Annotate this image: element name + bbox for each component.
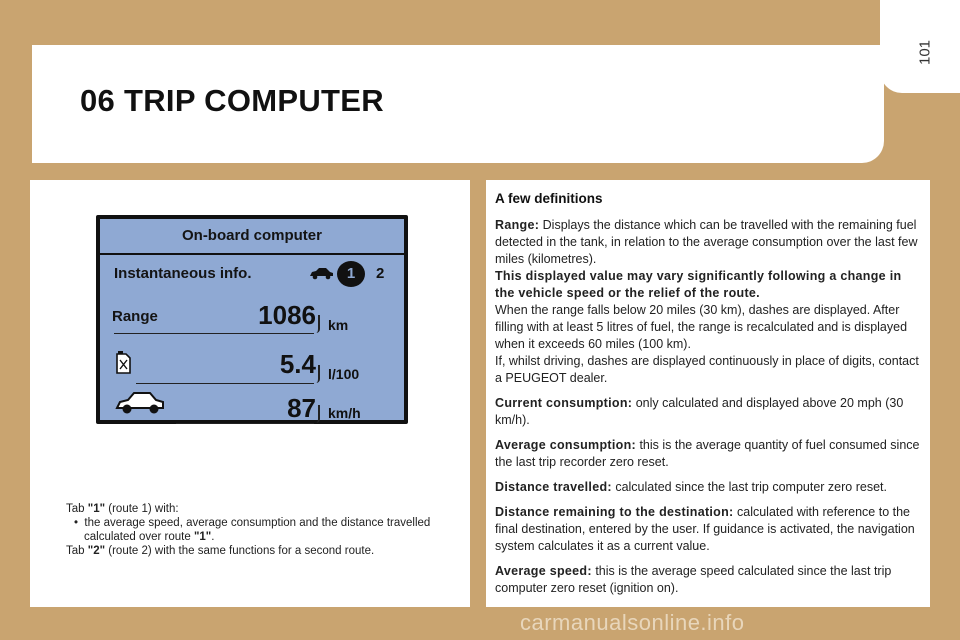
caption-text: (route 1) with: xyxy=(105,503,179,515)
caption-line-3 xyxy=(66,544,456,558)
speed-unit: km/h xyxy=(328,405,361,421)
definition-text: this is the average speed calculated since the last trip computer zero reset (ignition on). xyxy=(495,564,892,595)
range-unit: km xyxy=(328,317,349,333)
definitions xyxy=(495,190,923,605)
definition-text: only calculated and displayed above 20 mph (30 km/h). xyxy=(495,396,904,427)
definition-distance-remaining xyxy=(495,504,923,555)
definition-text: this is the average quantity of fuel consumed since the last trip recorder zero reset. xyxy=(495,438,920,469)
caption-text: . xyxy=(211,531,215,543)
header-panel xyxy=(32,45,884,163)
definition-text: calculated since the last trip computer zero reset. xyxy=(611,480,887,494)
caption-tab-1: "1" xyxy=(87,503,106,515)
term-average-consumption: Average consumption: xyxy=(495,438,636,452)
display-caption xyxy=(66,502,456,558)
definition-average-speed xyxy=(495,563,923,597)
definition-range-dealer: If, whilst driving, dashes are displayed continuously in place of digits, contact a PEUGEOT dealer. xyxy=(495,354,919,385)
term-current-consumption: Current consumption: xyxy=(495,396,633,410)
car-small-icon xyxy=(308,266,334,280)
display-subtitle: Instantaneous info. xyxy=(114,265,252,282)
definition-text: calculated with reference to the final destination, entered by the user. If guidance is activated, the navigation system calculates it as a current value. xyxy=(495,505,915,553)
caption-text: (route 2) with the same functions for a second route. xyxy=(105,545,375,557)
onboard-computer-display xyxy=(96,215,408,424)
speed-bracket xyxy=(313,405,320,423)
fuel-can-icon xyxy=(114,350,132,374)
page-title: 06 TRIP COMPUTER xyxy=(80,83,384,118)
term-average-speed: Average speed: xyxy=(495,564,592,578)
definitions-heading: A few definitions xyxy=(495,191,603,206)
range-warning-text: This displayed value may vary significantly following a change in the vehicle speed or the relief of the route. xyxy=(495,269,902,300)
route-2-tab[interactable]: 2 xyxy=(376,265,385,282)
consumption-bracket xyxy=(313,365,320,383)
speed-value: 87 xyxy=(287,393,316,423)
term-distance-travelled: Distance travelled: xyxy=(495,480,612,494)
range-value: 1086 xyxy=(258,300,316,330)
display-title: On-board computer xyxy=(100,219,404,253)
definition-text: Displays the distance which can be travelled with the remaining fuel detected in the tank, in relation to the average consumption over the last few miles (kilometres). xyxy=(495,218,918,266)
right-panel xyxy=(486,180,930,607)
definition-current-consumption xyxy=(495,395,923,429)
range-bracket xyxy=(313,315,320,333)
range-underline xyxy=(114,333,314,334)
route-1-tab[interactable]: 1 xyxy=(337,261,365,287)
definition-average-consumption xyxy=(495,437,923,471)
consumption-unit: l/100 xyxy=(328,366,360,382)
definition-range xyxy=(495,217,923,268)
car-icon xyxy=(114,390,166,416)
caption-tab-2: "2" xyxy=(87,545,106,557)
caption-text: the average speed, average consumption and the distance travelled calculated over route xyxy=(84,517,431,543)
caption-tab-1: "1" xyxy=(193,531,212,543)
caption-line-1 xyxy=(66,502,456,516)
consumption-underline xyxy=(136,383,314,384)
consumption-value: 5.4 xyxy=(279,349,316,379)
definition-range-dashes: When the range falls below 20 miles (30 km), dashes are displayed. After filling with at least 5 litres of fuel, the range is recalculated and is displayed when it exceeds 60 miles (100 km). xyxy=(495,303,908,351)
definition-range-warning xyxy=(495,268,923,302)
display-body xyxy=(100,255,404,423)
caption-text: Tab xyxy=(66,545,88,557)
caption-text: Tab xyxy=(66,503,88,515)
term-distance-remaining: Distance remaining to the destination: xyxy=(495,505,734,519)
caption-bullet: • the average speed, average consumption and the distance travelled calculated over route "1". xyxy=(74,517,431,543)
range-label: Range xyxy=(112,308,158,325)
watermark: carmanualsonline.info xyxy=(520,610,745,635)
term-range: Range: xyxy=(495,218,540,232)
left-panel xyxy=(30,180,470,607)
page-number: 101 xyxy=(916,39,934,66)
speed-underline xyxy=(176,423,314,424)
definition-distance-travelled xyxy=(495,479,923,496)
